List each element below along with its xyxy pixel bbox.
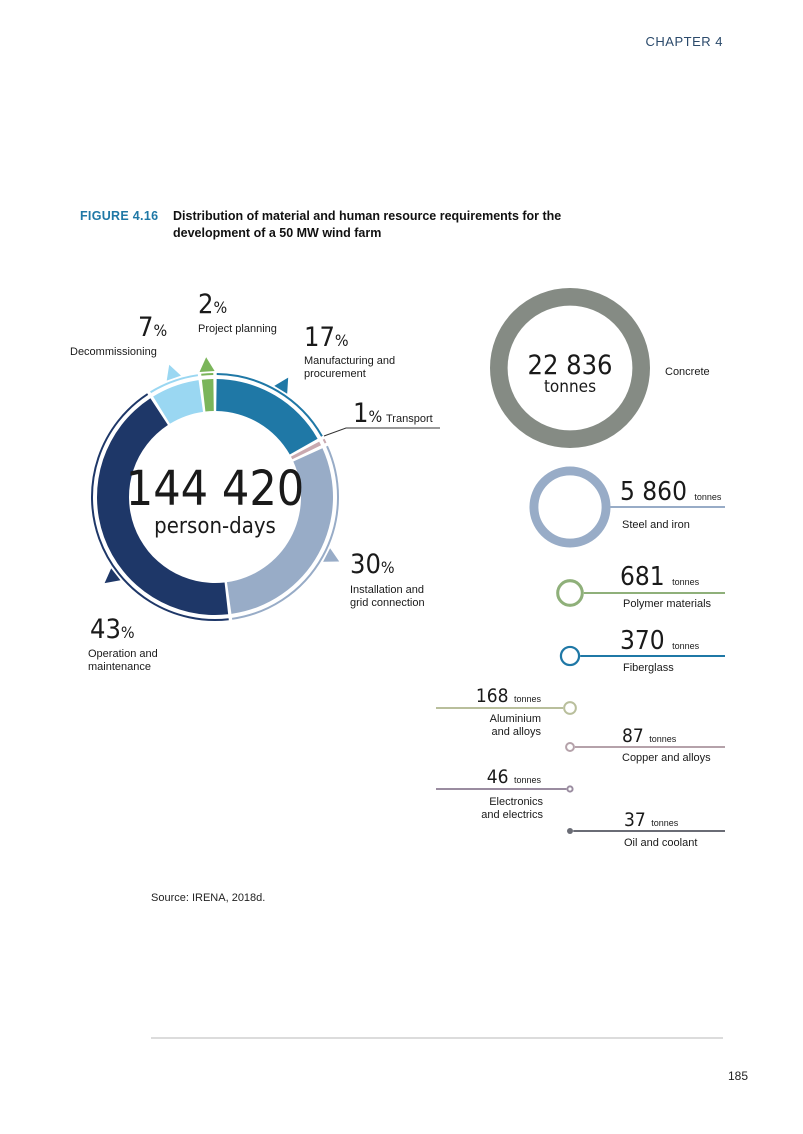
bubble-label-electronics-and-electrics: Electronics <box>489 796 543 808</box>
donut-center-unit: person-days <box>154 514 276 539</box>
slice-label-operation-and-maintenance: Operation and <box>88 648 158 660</box>
bubble-copper-and-alloys <box>566 743 574 751</box>
bubble-label-electronics-and-electrics: and electrics <box>481 809 543 821</box>
bubble-value-electronics-and-electrics: 46 tonnes <box>486 766 541 788</box>
footer-divider <box>151 1037 723 1039</box>
bubble-label-concrete: Concrete <box>665 366 710 378</box>
bubble-label-aluminium-and-alloys: and alloys <box>491 726 541 738</box>
slice-label-manufacturing-and-procurement: Manufacturing and <box>304 355 396 367</box>
slice-pointer-decommissioning <box>167 365 181 381</box>
bubble-value-concrete: 22 836 <box>527 350 613 381</box>
bubble-label-steel-and-iron: Steel and iron <box>622 519 690 531</box>
slice-label-transport: Transport <box>386 413 433 425</box>
chapter-label: CHAPTER 4 <box>645 34 723 49</box>
slice-pointer-project-planning <box>200 357 215 372</box>
bubble-electronics-and-electrics <box>567 786 572 791</box>
figure-number: FIGURE 4.16 <box>80 209 159 223</box>
bubble-label-aluminium-and-alloys: Aluminium <box>489 713 541 725</box>
slice-label-decommissioning: Decommissioning <box>70 346 157 358</box>
data-label-manufacturing-and-procurement: 17% <box>304 322 349 353</box>
slice-label-operation-and-maintenance: maintenance <box>88 661 151 673</box>
bubble-value-fiberglass: 370 tonnes <box>620 626 700 656</box>
bubble-polymer-materials <box>558 581 583 606</box>
slice-label-installation-and-grid-connection: grid connection <box>350 597 425 609</box>
slice-label-manufacturing-and-procurement: procurement <box>304 368 366 380</box>
page-number: 185 <box>728 1069 749 1083</box>
bubble-aluminium-and-alloys <box>564 702 576 714</box>
figure-title: Distribution of material and human resource requirements for the development of a 50 MW wind farm <box>173 209 562 240</box>
bubble-label-fiberglass: Fiberglass <box>623 662 674 674</box>
data-label-decommissioning: 7% <box>138 312 168 343</box>
data-label-transport: 1% <box>353 398 383 429</box>
donut-outer-arc-transport <box>324 439 326 443</box>
donut-slice-project-planning <box>202 379 214 412</box>
data-label-operation-and-maintenance: 43% <box>90 614 135 645</box>
bubble-fiberglass <box>561 647 579 665</box>
source-note: Source: IRENA, 2018d. <box>151 892 266 904</box>
donut-center-value: 144 420 <box>125 461 305 517</box>
bubble-oil-and-coolant <box>567 828 573 834</box>
bubble-value-copper-and-alloys: 87 tonnes <box>622 725 677 747</box>
slice-label-project-planning: Project planning <box>198 323 277 335</box>
bubble-label-oil-and-coolant: Oil and coolant <box>624 837 698 849</box>
donut-slice-manufacturing-and-procurement <box>216 379 317 455</box>
bubble-label-polymer-materials: Polymer materials <box>623 598 712 610</box>
bubble-unit-concrete: tonnes <box>543 377 597 397</box>
bubble-value-polymer-materials: 681 tonnes <box>620 562 700 592</box>
bubble-value-aluminium-and-alloys: 168 tonnes <box>475 685 541 707</box>
data-label-installation-and-grid-connection: 30% <box>350 549 395 580</box>
bubble-value-oil-and-coolant: 37 tonnes <box>624 809 679 831</box>
leader-line-transport <box>324 428 440 436</box>
bubble-value-steel-and-iron: 5 860 tonnes <box>620 477 722 507</box>
bubble-label-copper-and-alloys: Copper and alloys <box>622 752 711 764</box>
slice-label-installation-and-grid-connection: Installation and <box>350 584 424 596</box>
donut-outer-arc-project-planning <box>201 374 213 375</box>
data-label-project-planning: 2% <box>198 289 228 320</box>
slice-pointer-operation-and-maintenance <box>105 568 121 583</box>
bubble-steel-and-iron <box>534 471 606 543</box>
